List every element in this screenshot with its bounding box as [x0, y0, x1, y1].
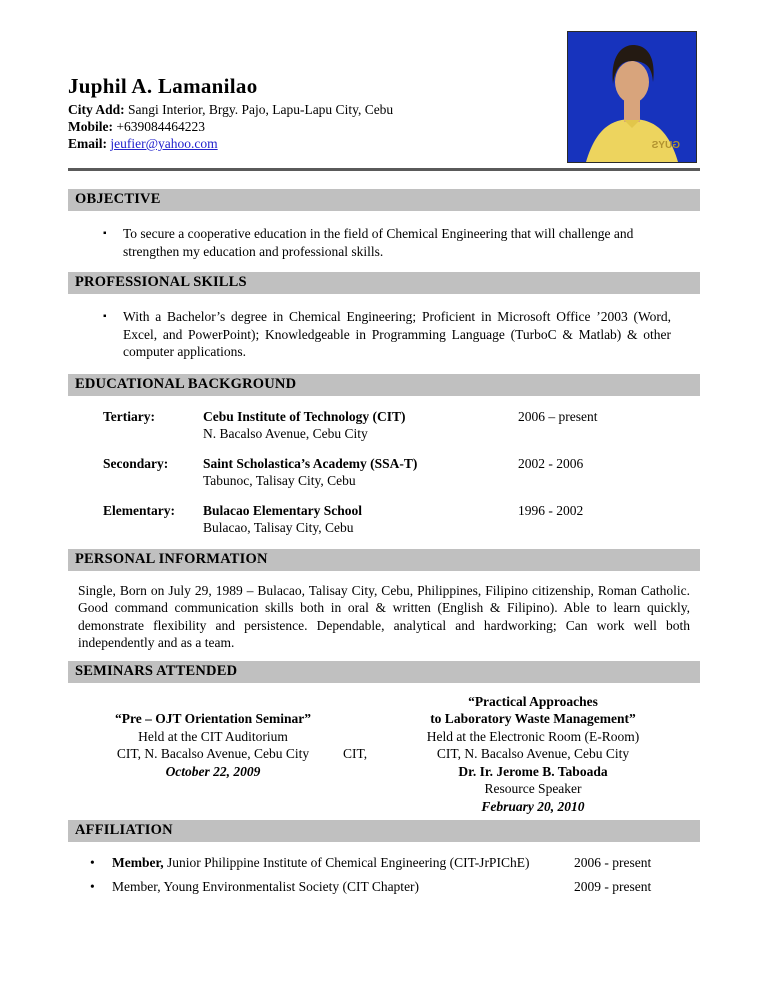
page-title: Juphil A. Lamanilao: [68, 74, 258, 98]
seminar-speaker: Dr. Ir. Jerome B. Taboada: [458, 763, 608, 779]
seminars-block: [68, 693, 700, 816]
spacer: [68, 693, 358, 711]
seminar-venue: Held at the Electronic Room (E-Room): [426, 728, 640, 744]
education-school-block: [203, 408, 518, 443]
affiliation-rest: Member, Young Environmentalist Society (CIT Chapter): [112, 878, 420, 894]
school-name: Saint Scholastica’s Academy (SSA-T): [203, 455, 418, 471]
seminar-title-line1: “Practical Approaches: [468, 693, 598, 709]
bullet-square-icon: ▪: [103, 311, 107, 322]
email-link[interactable]: jeufier@yahoo.com: [110, 136, 218, 151]
id-photo: [567, 31, 697, 163]
seminar-speaker-role: Resource Speaker: [484, 781, 582, 796]
education-period: 1996 - 2002: [518, 502, 584, 518]
seminar-venue: Held at the CIT Auditorium: [138, 728, 288, 744]
education-level: Elementary:: [103, 502, 175, 518]
seminar-date: October 22, 2009: [165, 763, 261, 779]
mobile-label: Mobile:: [68, 119, 113, 134]
affiliation-bold-prefix: Member,: [112, 855, 164, 870]
stray-text: CIT,: [343, 745, 368, 761]
education-period: 2006 – present: [518, 408, 598, 424]
school-address: Bulacao, Talisay City, Cebu: [203, 520, 354, 535]
seminar-date: February 20, 2010: [481, 798, 585, 814]
education-list: [68, 408, 700, 537]
skills-text: With a Bachelor’s degree in Chemical Engineering; Proficient in Microsoft Office ’2003 (Word, Excel, and PowerPoint); Knowledgeable in Programming Language (TurboC & Matlab) & other computer applications.: [123, 309, 671, 359]
section-header-education: EDUCATIONAL BACKGROUND: [68, 374, 700, 396]
header-divider: [68, 168, 700, 171]
objective-text: To secure a cooperative education in the field of Chemical Engineering that will challenge and strengthen my education and professional skills.: [123, 226, 634, 259]
affiliation-text: [104, 854, 574, 872]
skills-item: [68, 308, 700, 361]
shirt-text: GUYS: [651, 140, 680, 151]
seminar-address: CIT, N. Bacalso Avenue, Cebu City: [116, 746, 310, 761]
affiliation-list: [68, 854, 700, 895]
school-name: Bulacao Elementary School: [203, 502, 362, 518]
seminar-title-line2: to Laboratory Waste Management”: [430, 711, 636, 726]
education-school-block: [203, 502, 518, 537]
affiliation-row: [68, 878, 700, 896]
address-value: Sangi Interior, Brgy. Pajo, Lapu-Lapu City, Cebu: [128, 102, 394, 117]
face-shape: [615, 61, 649, 103]
personal-info-text: Single, Born on July 29, 1989 – Bulacao, Talisay City, Cebu, Philippines, Filipino citizenship, Roman Catholic. Good command communication skills both in oral & written (English & Filipino). Able to learn quickly, demonstrate flexibility and persistence. Dependable, analytical and hardworking; Can work well both independently and as a team.: [78, 582, 690, 650]
school-name: Cebu Institute of Technology (CIT): [203, 408, 406, 424]
education-school-block: [203, 455, 518, 490]
affiliation-period: 2009 - present: [574, 878, 652, 894]
seminar-right-column: [378, 693, 688, 816]
seminar-address: CIT, N. Bacalso Avenue, Cebu City: [436, 746, 630, 761]
section-header-seminars: SEMINARS ATTENDED: [68, 661, 700, 683]
section-header-skills: PROFESSIONAL SKILLS: [68, 272, 700, 294]
section-header-affiliation: AFFILIATION: [68, 820, 700, 842]
affiliation-row: [68, 854, 700, 872]
education-level: Secondary:: [103, 455, 169, 471]
education-row: [68, 408, 700, 443]
education-level: Tertiary:: [103, 408, 155, 424]
bullet-dot-icon: •: [90, 855, 95, 870]
school-address: N. Bacalso Avenue, Cebu City: [203, 426, 368, 441]
affiliation-text: [104, 878, 574, 896]
section-header-objective: OBJECTIVE: [68, 189, 700, 211]
seminar-title: “Pre – OJT Orientation Seminar”: [115, 711, 311, 726]
bullet-dot-icon: •: [90, 878, 95, 894]
objective-item: [68, 225, 700, 260]
section-header-personal: PERSONAL INFORMATION: [68, 549, 700, 571]
school-address: Tabunoc, Talisay City, Cebu: [203, 473, 356, 488]
affiliation-rest: Junior Philippine Institute of Chemical Engineering (CIT-JrPIChE): [163, 855, 530, 870]
bullet-square-icon: ▪: [103, 228, 107, 239]
mobile-value: +639084464223: [116, 119, 205, 134]
seminar-left-column: [68, 693, 358, 816]
address-label: City Add:: [68, 102, 125, 117]
email-label: Email:: [68, 136, 107, 151]
education-row: [68, 502, 700, 537]
education-period: 2002 - 2006: [518, 455, 584, 471]
education-row: [68, 455, 700, 490]
affiliation-period: 2006 - present: [574, 855, 652, 870]
